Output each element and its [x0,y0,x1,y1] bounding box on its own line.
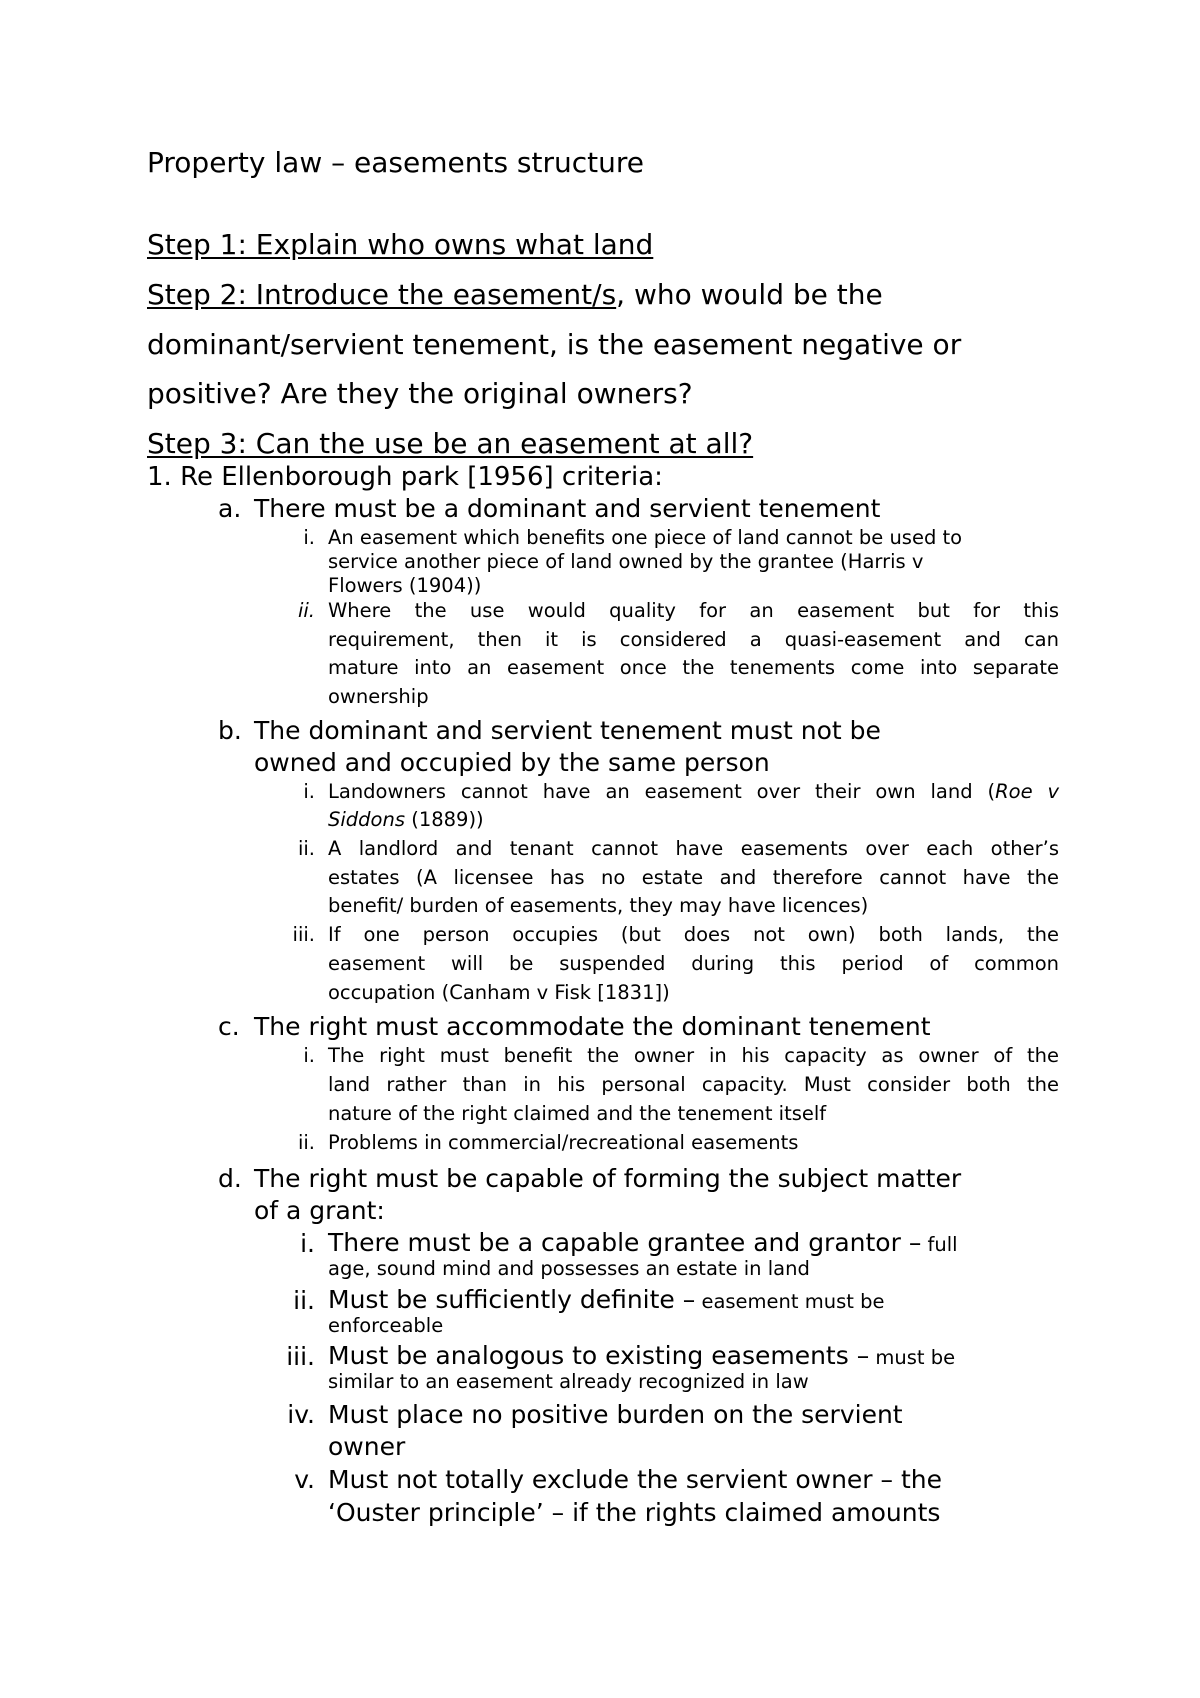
item-b-iii-line-2: easement will be suspended during this period of common [328,952,1059,975]
item-d-iii-marker: iii. [286,1342,315,1371]
requirement-heading: Must be sufficiently definite – [328,1285,696,1314]
item-a-i-marker: i. [303,526,315,549]
item-d-i-marker: i. [300,1229,315,1258]
item-b-ii-marker: ii. [297,837,315,860]
step-2-line-2: dominant/servient tenement, is the easement negative or [147,328,962,361]
item-b-title-line-1: The dominant and servient tenement must not be [254,716,881,745]
item-b-i-line-1 [328,780,1059,803]
step-2-line-3: positive? Are they the original owners? [147,377,693,410]
item-c-i-line-3: nature of the right claimed and the tenement itself [328,1102,827,1125]
item-d-marker: d. [218,1164,242,1193]
item-a-title: There must be a dominant and servient tenement [254,494,881,523]
item-a-ii-marker: ii. [297,599,315,622]
item-c-marker: c. [218,1012,240,1041]
item-a-ii-line-1: Where the use would quality for an easement but for this [328,599,1059,622]
item-d-iv-line-1: Must place no positive burden on the servient [328,1400,903,1429]
item-d-v-line-1: Must not totally exclude the servient owner – the [328,1465,943,1494]
item-b-i-line-2 [328,808,484,831]
item-b-iii-line-3: occupation (Canham v Fisk [1831]) [328,981,670,1004]
item-d-title-line-2: of a grant: [254,1196,385,1225]
item-d-ii-line-2: enforceable [328,1314,444,1337]
item-d-i-line-1 [328,1228,958,1257]
item-d-ii-marker: ii. [293,1286,315,1315]
item-a-i-line-2: service another piece of land owned by the grantee (Harris v [328,550,924,573]
item-b-iii-marker: iii. [292,923,315,946]
case-name: Roe v [995,780,1060,803]
item-d-iv-marker: iv. [287,1400,315,1429]
item-a-marker: a. [218,494,242,523]
item-d-title-line-1: The right must be capable of forming the subject matter [254,1164,962,1193]
item-a-i-line-3: Flowers (1904)) [328,574,482,597]
step-2-heading: Step 2: Introduce the easement/s [147,278,617,311]
item-d-v-marker: v. [294,1465,315,1494]
item-a-i-line-1: An easement which benefits one piece of land cannot be used to [328,526,963,549]
criteria-heading: 1. Re Ellenborough park [1956] criteria: [147,462,663,492]
item-b-i-text: Landowners cannot have an easement over their own land ( [328,780,996,803]
item-c-ii-line-1: Problems in commercial/recreational easements [328,1131,799,1154]
item-b-title-line-2: owned and occupied by the same person [254,748,770,777]
item-b-ii-line-2: estates (A licensee has no estate and therefore cannot have the [328,866,1059,889]
item-d-i-line-2: age, sound mind and possesses an estate in land [328,1257,810,1280]
requirement-text: full [921,1233,958,1256]
document-title: Property law – easements structure [147,146,644,179]
item-c-ii-marker: ii. [297,1131,315,1154]
item-b-ii-line-1: A landlord and tenant cannot have easements over each other’s [328,837,1059,860]
item-a-ii-line-2: requirement, then it is considered a quasi-easement and can [328,628,1059,651]
item-c-i-marker: i. [303,1044,315,1067]
item-b-ii-line-3: benefit/ burden of easements, they may have licences) [328,894,869,917]
item-d-iv-line-2: owner [328,1432,406,1461]
item-d-iii-line-1 [328,1341,955,1370]
item-c-i-line-2: land rather than in his personal capacity. Must consider both the [328,1073,1059,1096]
requirement-heading: Must be analogous to existing easements – [328,1341,870,1370]
item-b-i-marker: i. [303,780,315,803]
item-b-marker: b. [218,716,242,745]
item-d-v-line-2: ‘Ouster principle’ – if the rights claimed amounts [328,1498,941,1527]
requirement-text: must be [869,1346,956,1369]
item-c-title: The right must accommodate the dominant tenement [254,1012,931,1041]
step-2-text: , who would be the [616,278,883,311]
item-b-iii-line-1: If one person occupies (but does not own) both lands, the [328,923,1059,946]
item-a-ii-line-4: ownership [328,685,429,708]
requirement-text: easement must be [695,1290,885,1313]
step-3: Step 3: Can the use be an easement at all? [147,427,754,460]
item-d-iii-line-2: similar to an easement already recognized in law [328,1370,809,1393]
requirement-heading: There must be a capable grantee and grantor – [328,1228,922,1257]
case-name: Siddons [328,808,406,831]
item-d-ii-line-1 [328,1285,884,1314]
case-year: (1889)) [405,808,484,831]
item-c-i-line-1: The right must benefit the owner in his capacity as owner of the [328,1044,1059,1067]
step-1: Step 1: Explain who owns what land [147,228,654,261]
item-a-ii-line-3: mature into an easement once the tenements come into separate [328,656,1059,679]
step-2-line-1 [147,278,883,311]
